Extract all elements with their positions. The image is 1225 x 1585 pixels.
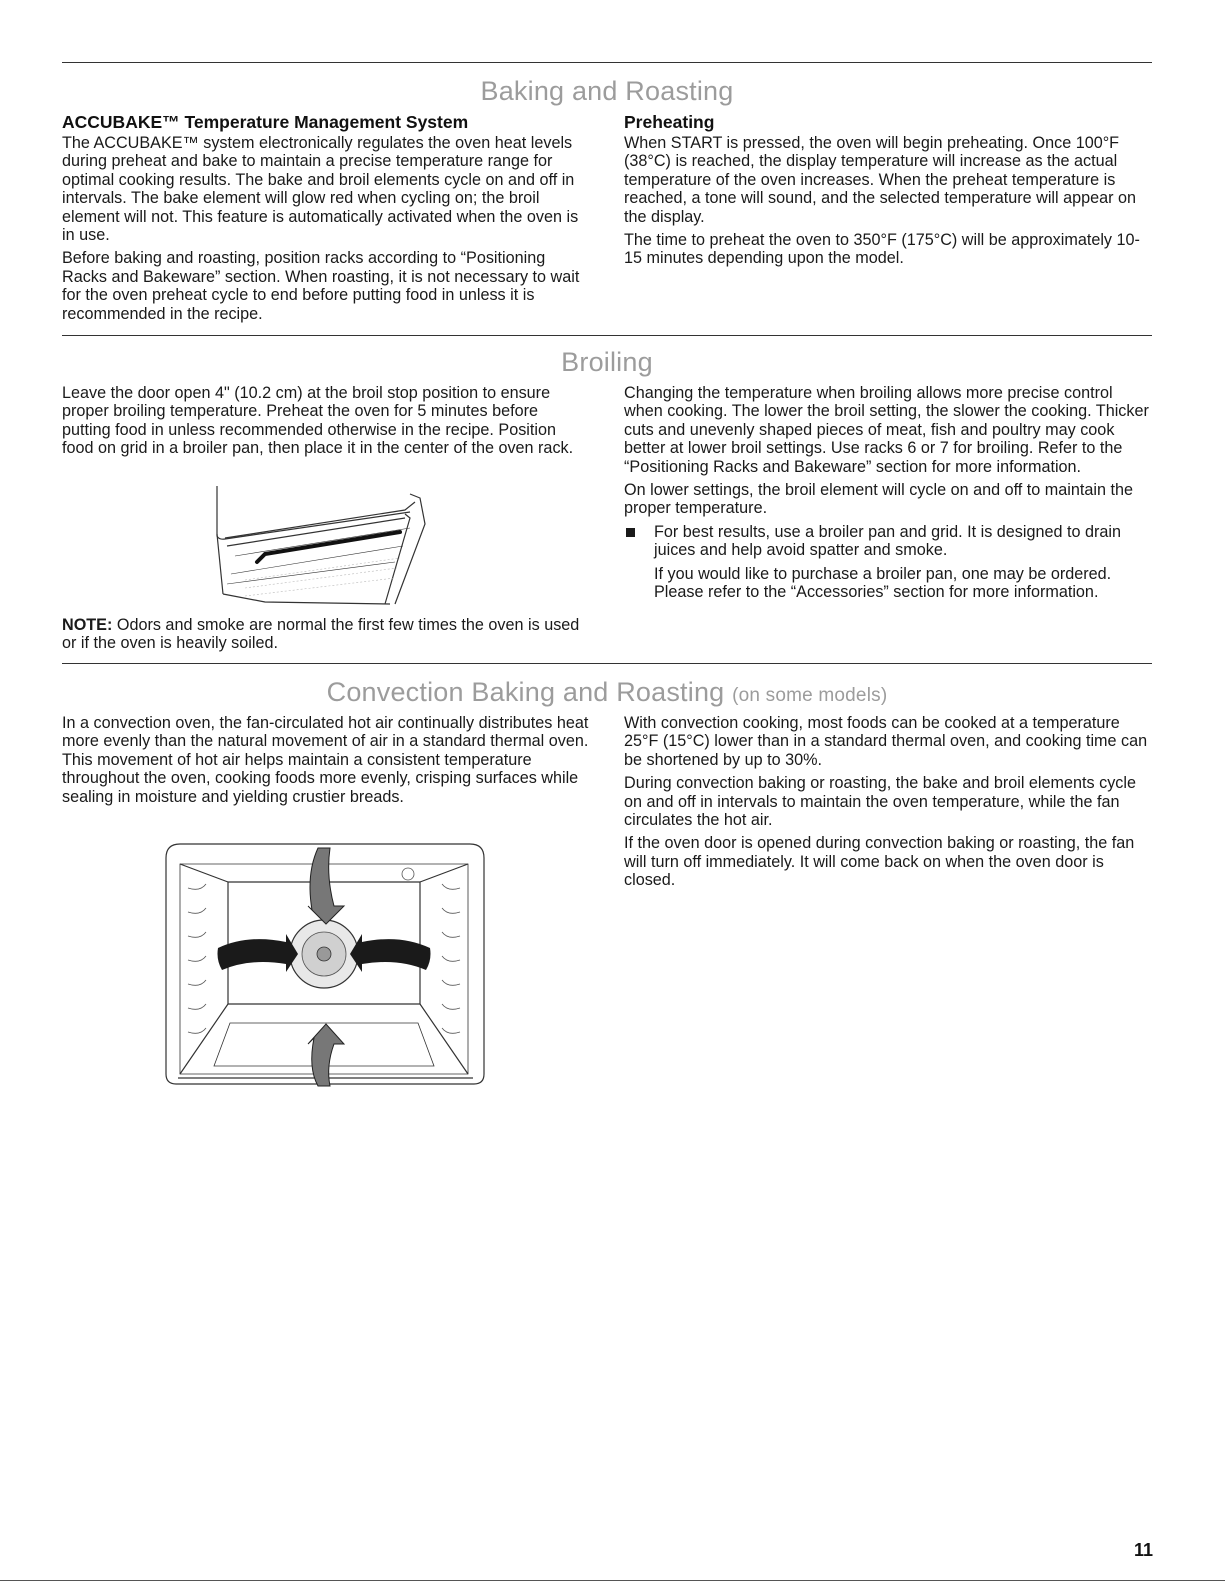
note-label: NOTE: [62,616,113,634]
convection-right-paragraph-1: With convection cooking, most foods can be cooked at a temperature 25°F (15°C) lower than in a standard thermal oven, and cooking time can be shortened by up to 30%. [624,714,1148,769]
section-title-baking: Baking and Roasting [480,76,734,106]
baking-right-column [624,112,1152,273]
page-number: 11 [1133,1540,1153,1560]
convection-oven-airflow-illustration [158,838,490,1090]
convection-right-paragraph-2: During convection baking or roasting, the bake and broil elements cycle on and off in intervals to maintain the oven temperature, while the fan circulates the hot air. [624,774,1136,830]
preheating-heading: Preheating [624,112,715,132]
broiling-note [62,616,590,658]
preheating-paragraph-1: When START is pressed, the oven will begin preheating. Once 100°F (38°C) is reached, the display temperature will increase as the actual temperature of the oven increases. When the preheat temperature is reached, a tone will sound, and the selected temperature will appear on the display. [624,134,1137,226]
convection-title-qualifier: (on some models) [732,685,888,706]
broiling-bullet-text: For best results, use a broiler pan and grid. It is designed to drain juices and help avoid spatter and smoke. [654,522,1121,560]
accubake-heading: ACCUBAKE™ Temperature Management System [62,112,469,132]
baking-left-column [62,112,590,328]
accubake-paragraph-2: Before baking and roasting, position racks according to “Positioning Racks and Bakeware” section. When roasting, it is not necessary to wait for the oven preheat cycle to end before putting food in unless it is recommended in the recipe. [62,249,580,323]
convection-left-column [62,714,590,811]
top-rule [62,62,1152,63]
convection-right-paragraph-3: If the oven door is opened during convection baking or roasting, the fan will turn off immediately. It will come back on when the oven door is closed. [624,834,1135,890]
oven-door-broil-illustration [205,484,445,608]
broiling-right-paragraph-2: On lower settings, the broil element will cycle on and off to maintain the proper temperature. [624,481,1133,518]
convection-right-column [624,714,1152,895]
broiling-right-paragraph-1: Changing the temperature when broiling allows more precise control when cooking. The lower the broil setting, the slower the cooking. Thicker cuts and unevenly shaped pieces of meat, fish and poultry may cook better at lower broil settings. Use racks 6 or 7 for broiling. Refer to the “Positioning Racks and Bakeware” section for more information. [624,384,1149,476]
broiling-rule [62,335,1152,336]
note-text: Odors and smoke are normal the first few times the oven is used or if the oven is heavily soiled. [62,616,580,653]
accubake-paragraph-1: The ACCUBAKE™ system electronically regulates the oven heat levels during preheat and bake to maintain a precise temperature range for optimal cooking results. The bake and broil elements cycle on and off in intervals. The bake element will glow red when cycling on; the broil element will not. This feature is automatically activated when the oven is in use. [62,134,579,245]
square-bullet-icon [626,528,635,537]
section-title-convection [62,677,1152,708]
broiling-bullet-followup: If you would like to purchase a broiler pan, one may be ordered. Please refer to the “Accessories” section for more information. [654,564,1112,602]
convection-rule [62,663,1152,664]
broiling-left-paragraph: Leave the door open 4" (10.2 cm) at the broil stop position to ensure proper broiling temperature. Preheat the oven for 5 minutes before putting food in unless recommended otherwise in the recipe. Position food on grid in a broiler pan, then place it in the center of the oven rack. [62,384,574,458]
bottom-edge-rule [0,1580,1225,1581]
preheating-paragraph-2: The time to preheat the oven to 350°F (175°C) will be approximately 10-15 minutes depending upon the model. [624,231,1140,268]
convection-title-text: Convection Baking and Roasting [326,677,725,707]
broiling-bullet-item [624,523,1152,560]
broiling-right-column [624,384,1152,606]
broiling-left-column [62,384,590,463]
section-title-broiling: Broiling [561,347,653,377]
convection-left-paragraph: In a convection oven, the fan-circulated hot air continually distributes heat more evenly than the natural movement of air in a standard thermal oven. This movement of hot air helps maintain a consistent temperature throughout the oven, cooking foods more evenly, crisping surfaces while sealing in moisture and yielding crustier breads. [62,714,589,806]
